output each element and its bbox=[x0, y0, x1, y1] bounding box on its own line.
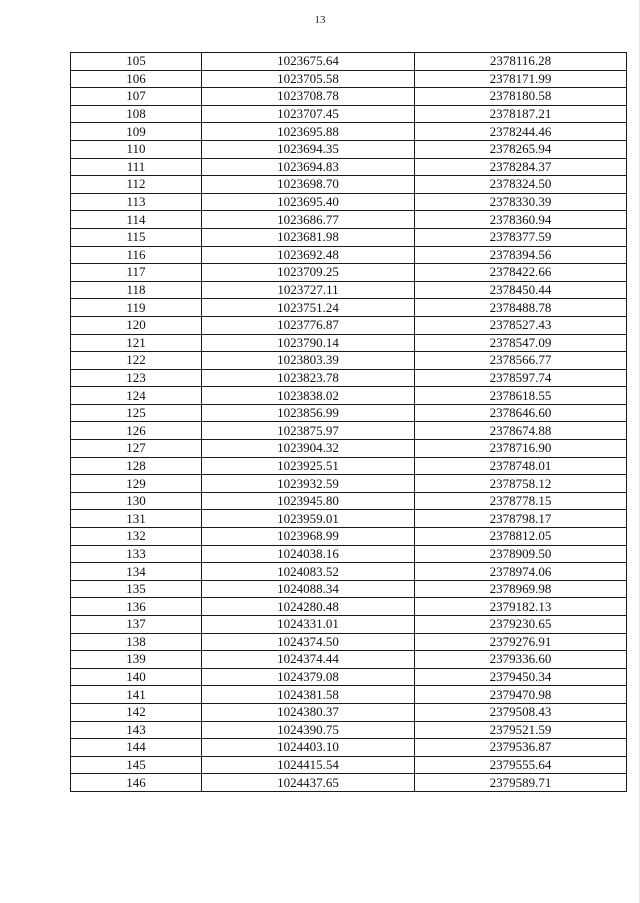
y-coordinate-cell: 2378909.50 bbox=[415, 545, 627, 563]
point-number-cell: 112 bbox=[71, 176, 202, 194]
table-row bbox=[71, 299, 627, 317]
x-coordinate-cell: 1024415.54 bbox=[202, 756, 415, 774]
y-coordinate-cell: 2378422.66 bbox=[415, 264, 627, 282]
y-coordinate-cell: 2378265.94 bbox=[415, 140, 627, 158]
y-coordinate-cell: 2379450.34 bbox=[415, 668, 627, 686]
y-coordinate-cell: 2378974.06 bbox=[415, 563, 627, 581]
y-coordinate-cell: 2379336.60 bbox=[415, 651, 627, 669]
point-number-cell: 143 bbox=[71, 721, 202, 739]
x-coordinate-cell: 1023776.87 bbox=[202, 316, 415, 334]
x-coordinate-cell: 1023790.14 bbox=[202, 334, 415, 352]
table-row bbox=[71, 316, 627, 334]
y-coordinate-cell: 2378646.60 bbox=[415, 404, 627, 422]
x-coordinate-cell: 1023932.59 bbox=[202, 475, 415, 493]
table-row bbox=[71, 422, 627, 440]
table-row bbox=[71, 440, 627, 458]
point-number-cell: 134 bbox=[71, 563, 202, 581]
x-coordinate-cell: 1023803.39 bbox=[202, 352, 415, 370]
x-coordinate-cell: 1024381.58 bbox=[202, 686, 415, 704]
point-number-cell: 113 bbox=[71, 193, 202, 211]
x-coordinate-cell: 1023925.51 bbox=[202, 457, 415, 475]
table-row bbox=[71, 563, 627, 581]
table-row bbox=[71, 756, 627, 774]
y-coordinate-cell: 2378180.58 bbox=[415, 88, 627, 106]
table-row bbox=[71, 739, 627, 757]
table-row bbox=[71, 281, 627, 299]
x-coordinate-cell: 1024390.75 bbox=[202, 721, 415, 739]
x-coordinate-cell: 1024374.44 bbox=[202, 651, 415, 669]
point-number-cell: 116 bbox=[71, 246, 202, 264]
y-coordinate-cell: 2379508.43 bbox=[415, 703, 627, 721]
x-coordinate-cell: 1023727.11 bbox=[202, 281, 415, 299]
table-row bbox=[71, 228, 627, 246]
x-coordinate-cell: 1024379.08 bbox=[202, 668, 415, 686]
y-coordinate-cell: 2378527.43 bbox=[415, 316, 627, 334]
y-coordinate-cell: 2378748.01 bbox=[415, 457, 627, 475]
table-row bbox=[71, 140, 627, 158]
point-number-cell: 145 bbox=[71, 756, 202, 774]
y-coordinate-cell: 2378244.46 bbox=[415, 123, 627, 141]
y-coordinate-cell: 2378798.17 bbox=[415, 510, 627, 528]
x-coordinate-cell: 1023686.77 bbox=[202, 211, 415, 229]
point-number-cell: 129 bbox=[71, 475, 202, 493]
table-row bbox=[71, 123, 627, 141]
coordinates-table bbox=[70, 52, 627, 792]
point-number-cell: 114 bbox=[71, 211, 202, 229]
table-row bbox=[71, 158, 627, 176]
table-row bbox=[71, 616, 627, 634]
y-coordinate-cell: 2378394.56 bbox=[415, 246, 627, 264]
x-coordinate-cell: 1023707.45 bbox=[202, 105, 415, 123]
y-coordinate-cell: 2379470.98 bbox=[415, 686, 627, 704]
table-row bbox=[71, 369, 627, 387]
x-coordinate-cell: 1023968.99 bbox=[202, 528, 415, 546]
point-number-cell: 135 bbox=[71, 580, 202, 598]
y-coordinate-cell: 2379230.65 bbox=[415, 616, 627, 634]
y-coordinate-cell: 2378324.50 bbox=[415, 176, 627, 194]
coordinates-table-body bbox=[71, 53, 627, 792]
y-coordinate-cell: 2378360.94 bbox=[415, 211, 627, 229]
point-number-cell: 133 bbox=[71, 545, 202, 563]
x-coordinate-cell: 1024088.34 bbox=[202, 580, 415, 598]
table-row bbox=[71, 721, 627, 739]
x-coordinate-cell: 1023695.88 bbox=[202, 123, 415, 141]
y-coordinate-cell: 2378969.98 bbox=[415, 580, 627, 598]
point-number-cell: 110 bbox=[71, 140, 202, 158]
y-coordinate-cell: 2378674.88 bbox=[415, 422, 627, 440]
table-row bbox=[71, 686, 627, 704]
x-coordinate-cell: 1023681.98 bbox=[202, 228, 415, 246]
point-number-cell: 117 bbox=[71, 264, 202, 282]
x-coordinate-cell: 1023709.25 bbox=[202, 264, 415, 282]
y-coordinate-cell: 2379182.13 bbox=[415, 598, 627, 616]
table-row bbox=[71, 580, 627, 598]
point-number-cell: 141 bbox=[71, 686, 202, 704]
table-row bbox=[71, 70, 627, 88]
x-coordinate-cell: 1024437.65 bbox=[202, 774, 415, 792]
y-coordinate-cell: 2379521.59 bbox=[415, 721, 627, 739]
y-coordinate-cell: 2378812.05 bbox=[415, 528, 627, 546]
x-coordinate-cell: 1023705.58 bbox=[202, 70, 415, 88]
y-coordinate-cell: 2378187.21 bbox=[415, 105, 627, 123]
point-number-cell: 105 bbox=[71, 53, 202, 71]
y-coordinate-cell: 2378116.28 bbox=[415, 53, 627, 71]
point-number-cell: 137 bbox=[71, 616, 202, 634]
x-coordinate-cell: 1023959.01 bbox=[202, 510, 415, 528]
x-coordinate-cell: 1024380.37 bbox=[202, 703, 415, 721]
point-number-cell: 109 bbox=[71, 123, 202, 141]
x-coordinate-cell: 1024280.48 bbox=[202, 598, 415, 616]
point-number-cell: 144 bbox=[71, 739, 202, 757]
table-row bbox=[71, 492, 627, 510]
point-number-cell: 139 bbox=[71, 651, 202, 669]
y-coordinate-cell: 2379589.71 bbox=[415, 774, 627, 792]
point-number-cell: 118 bbox=[71, 281, 202, 299]
point-number-cell: 142 bbox=[71, 703, 202, 721]
y-coordinate-cell: 2378758.12 bbox=[415, 475, 627, 493]
table-row bbox=[71, 668, 627, 686]
x-coordinate-cell: 1023945.80 bbox=[202, 492, 415, 510]
point-number-cell: 125 bbox=[71, 404, 202, 422]
y-coordinate-cell: 2379536.87 bbox=[415, 739, 627, 757]
table-row bbox=[71, 352, 627, 370]
table-row bbox=[71, 528, 627, 546]
point-number-cell: 131 bbox=[71, 510, 202, 528]
x-coordinate-cell: 1023904.32 bbox=[202, 440, 415, 458]
y-coordinate-cell: 2378171.99 bbox=[415, 70, 627, 88]
table-row bbox=[71, 53, 627, 71]
table-row bbox=[71, 246, 627, 264]
point-number-cell: 128 bbox=[71, 457, 202, 475]
x-coordinate-cell: 1024038.16 bbox=[202, 545, 415, 563]
y-coordinate-cell: 2378597.74 bbox=[415, 369, 627, 387]
x-coordinate-cell: 1023838.02 bbox=[202, 387, 415, 405]
point-number-cell: 115 bbox=[71, 228, 202, 246]
x-coordinate-cell: 1023751.24 bbox=[202, 299, 415, 317]
x-coordinate-cell: 1023856.99 bbox=[202, 404, 415, 422]
y-coordinate-cell: 2378547.09 bbox=[415, 334, 627, 352]
point-number-cell: 107 bbox=[71, 88, 202, 106]
point-number-cell: 123 bbox=[71, 369, 202, 387]
point-number-cell: 108 bbox=[71, 105, 202, 123]
point-number-cell: 106 bbox=[71, 70, 202, 88]
point-number-cell: 119 bbox=[71, 299, 202, 317]
x-coordinate-cell: 1024083.52 bbox=[202, 563, 415, 581]
table-row bbox=[71, 651, 627, 669]
table-row bbox=[71, 211, 627, 229]
table-row bbox=[71, 176, 627, 194]
table-row bbox=[71, 598, 627, 616]
table-row bbox=[71, 105, 627, 123]
x-coordinate-cell: 1023675.64 bbox=[202, 53, 415, 71]
x-coordinate-cell: 1023823.78 bbox=[202, 369, 415, 387]
table-row bbox=[71, 545, 627, 563]
table-row bbox=[71, 88, 627, 106]
table-row bbox=[71, 264, 627, 282]
point-number-cell: 127 bbox=[71, 440, 202, 458]
table-row bbox=[71, 404, 627, 422]
table-row bbox=[71, 475, 627, 493]
y-coordinate-cell: 2378778.15 bbox=[415, 492, 627, 510]
table-row bbox=[71, 387, 627, 405]
y-coordinate-cell: 2378377.59 bbox=[415, 228, 627, 246]
point-number-cell: 130 bbox=[71, 492, 202, 510]
x-coordinate-cell: 1024374.50 bbox=[202, 633, 415, 651]
y-coordinate-cell: 2378488.78 bbox=[415, 299, 627, 317]
table-row bbox=[71, 193, 627, 211]
table-row bbox=[71, 510, 627, 528]
point-number-cell: 122 bbox=[71, 352, 202, 370]
y-coordinate-cell: 2378716.90 bbox=[415, 440, 627, 458]
point-number-cell: 111 bbox=[71, 158, 202, 176]
point-number-cell: 136 bbox=[71, 598, 202, 616]
point-number-cell: 121 bbox=[71, 334, 202, 352]
x-coordinate-cell: 1023695.40 bbox=[202, 193, 415, 211]
x-coordinate-cell: 1023692.48 bbox=[202, 246, 415, 264]
x-coordinate-cell: 1023698.70 bbox=[202, 176, 415, 194]
point-number-cell: 140 bbox=[71, 668, 202, 686]
x-coordinate-cell: 1023694.83 bbox=[202, 158, 415, 176]
y-coordinate-cell: 2379555.64 bbox=[415, 756, 627, 774]
y-coordinate-cell: 2378566.77 bbox=[415, 352, 627, 370]
x-coordinate-cell: 1023708.78 bbox=[202, 88, 415, 106]
point-number-cell: 146 bbox=[71, 774, 202, 792]
x-coordinate-cell: 1023694.35 bbox=[202, 140, 415, 158]
point-number-cell: 126 bbox=[71, 422, 202, 440]
table-row bbox=[71, 703, 627, 721]
page-number: 13 bbox=[314, 14, 326, 26]
table-row bbox=[71, 457, 627, 475]
table-row bbox=[71, 774, 627, 792]
point-number-cell: 124 bbox=[71, 387, 202, 405]
point-number-cell: 120 bbox=[71, 316, 202, 334]
x-coordinate-cell: 1024403.10 bbox=[202, 739, 415, 757]
x-coordinate-cell: 1024331.01 bbox=[202, 616, 415, 634]
x-coordinate-cell: 1023875.97 bbox=[202, 422, 415, 440]
y-coordinate-cell: 2378450.44 bbox=[415, 281, 627, 299]
y-coordinate-cell: 2378330.39 bbox=[415, 193, 627, 211]
point-number-cell: 138 bbox=[71, 633, 202, 651]
y-coordinate-cell: 2378618.55 bbox=[415, 387, 627, 405]
point-number-cell: 132 bbox=[71, 528, 202, 546]
y-coordinate-cell: 2379276.91 bbox=[415, 633, 627, 651]
table-row bbox=[71, 334, 627, 352]
table-row bbox=[71, 633, 627, 651]
y-coordinate-cell: 2378284.37 bbox=[415, 158, 627, 176]
